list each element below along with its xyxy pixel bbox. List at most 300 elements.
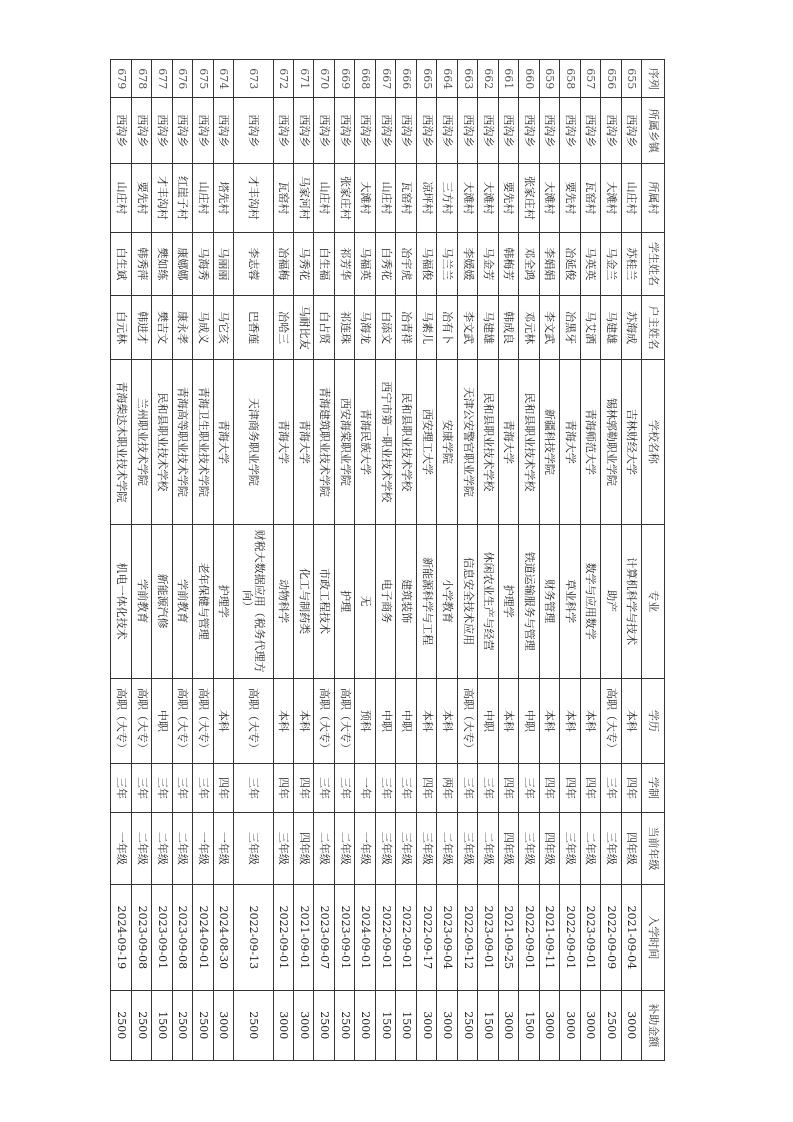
- table-cell: 西沟乡: [621, 98, 641, 164]
- table-cell: 本科: [580, 678, 600, 764]
- table-cell: 马福俊: [416, 232, 436, 296]
- table-cell: 要先村: [560, 164, 580, 232]
- header-cell: 学生姓名: [642, 232, 665, 296]
- table-cell: 高职（大专）: [334, 678, 354, 764]
- table-cell: 苏海成: [621, 296, 641, 360]
- table-cell: 安康学院: [437, 359, 457, 524]
- table-cell: 二年级: [437, 812, 457, 885]
- table-cell: 2023-09-08: [172, 885, 192, 990]
- header-cell: 序列: [642, 60, 665, 98]
- table-cell: 民和县职业技术学校: [396, 359, 416, 524]
- table-cell: 山庄村: [111, 164, 132, 232]
- table-cell: 三年级: [560, 812, 580, 885]
- table-cell: 本科: [498, 678, 518, 764]
- table-cell: 666: [396, 60, 416, 98]
- table-cell: 樊如练: [152, 232, 172, 296]
- table-cell: 西沟乡: [601, 98, 621, 164]
- table-cell: 白生斌: [111, 232, 132, 296]
- table-cell: 中职: [152, 678, 172, 764]
- table-cell: 青海民族大学: [355, 359, 375, 524]
- table-cell: 三年: [457, 764, 477, 812]
- table-cell: 2022-09-01: [560, 885, 580, 990]
- table-cell: 三年: [478, 764, 498, 812]
- table-cell: 本科: [621, 678, 641, 764]
- table-cell: 高职（大专）: [172, 678, 192, 764]
- table-cell: 高职（大专）: [457, 678, 477, 764]
- table-cell: 信息安全技术应用: [457, 524, 477, 678]
- table-cell: 青海柴达木职业技术学院: [111, 359, 132, 524]
- table-cell: 三年级: [396, 812, 416, 885]
- table-cell: 红崖子村: [172, 164, 192, 232]
- table-cell: 一年级: [193, 812, 213, 885]
- table-cell: 邓全鸿: [519, 232, 539, 296]
- table-row: [621, 60, 641, 1061]
- table-cell: 四年: [580, 764, 600, 812]
- table-cell: 673: [234, 60, 273, 98]
- table-cell: 三年级: [416, 812, 436, 885]
- table-cell: 2023-09-04: [437, 885, 457, 990]
- table-cell: 662: [478, 60, 498, 98]
- table-cell: 白元林: [111, 296, 132, 360]
- table-cell: 要先村: [498, 164, 518, 232]
- table-cell: 小学教育: [437, 524, 457, 678]
- table-row: [152, 60, 172, 1061]
- table-cell: 2021-09-04: [621, 885, 641, 990]
- table-cell: 高职（大专）: [601, 678, 621, 764]
- table-cell: 665: [416, 60, 436, 98]
- table-cell: 四年: [416, 764, 436, 812]
- table-cell: 西宁市第一职业技术学校: [375, 359, 395, 524]
- table-cell: 656: [601, 60, 621, 98]
- table-cell: 1500: [152, 990, 172, 1060]
- table-cell: 吉林财经大学: [621, 359, 641, 524]
- table-cell: 西沟乡: [580, 98, 600, 164]
- table-cell: 本科: [539, 678, 559, 764]
- table-cell: 661: [498, 60, 518, 98]
- table-cell: 邓元林: [519, 296, 539, 360]
- table-cell: 2500: [193, 990, 213, 1060]
- table-cell: 本科: [560, 678, 580, 764]
- table-cell: 计算机科学与技术: [621, 524, 641, 678]
- table-cell: 三年: [334, 764, 354, 812]
- table-cell: 马英英: [580, 232, 600, 296]
- table-cell: 三年: [152, 764, 172, 812]
- table-cell: 祁芳华: [334, 232, 354, 296]
- table-cell: 中职: [478, 678, 498, 764]
- table-row: [355, 60, 375, 1061]
- table-cell: 中职: [519, 678, 539, 764]
- table-cell: 2500: [601, 990, 621, 1060]
- table-cell: 西沟乡: [416, 98, 436, 164]
- table-cell: 大滩村: [457, 164, 477, 232]
- table-cell: 塔先村: [213, 164, 233, 232]
- table-cell: 2500: [234, 990, 273, 1060]
- table-cell: 西沟乡: [273, 98, 293, 164]
- table-row: [519, 60, 539, 1061]
- table-cell: 1500: [396, 990, 416, 1060]
- table-cell: 西沟乡: [539, 98, 559, 164]
- table-cell: 康娜娜: [172, 232, 192, 296]
- table-cell: 677: [152, 60, 172, 98]
- table-cell: 3000: [273, 990, 293, 1060]
- table-cell: 2023-09-07: [314, 885, 334, 990]
- table-body: [111, 60, 642, 1061]
- table-cell: 马海龙: [355, 296, 375, 360]
- table-cell: 新能源汽修: [152, 524, 172, 678]
- table-cell: 青海大学: [213, 359, 233, 524]
- table-cell: 青海大学: [294, 359, 314, 524]
- table-cell: 2022-09-01: [396, 885, 416, 990]
- table-cell: 中职: [396, 678, 416, 764]
- table-cell: 化工与制药类: [294, 524, 314, 678]
- table-cell: 西沟乡: [152, 98, 172, 164]
- table-cell: 一年: [355, 764, 375, 812]
- table-cell: 2500: [457, 990, 477, 1060]
- table-cell: 西沟乡: [498, 98, 518, 164]
- table-row: [498, 60, 518, 1061]
- table-cell: 西沟乡: [172, 98, 192, 164]
- table-cell: 2022-09-09: [601, 885, 621, 990]
- table-cell: 657: [580, 60, 600, 98]
- table-cell: 2021-09-11: [539, 885, 559, 990]
- table-cell: 李媛媛: [457, 232, 477, 296]
- table-cell: 冶青祥: [396, 296, 416, 360]
- table-cell: 三年级: [234, 812, 273, 885]
- table-row: [111, 60, 132, 1061]
- table-cell: 2022-09-12: [457, 885, 477, 990]
- table-cell: 山庄村: [375, 164, 395, 232]
- table-cell: 数学与应用数学: [580, 524, 600, 678]
- table-cell: 马成义: [193, 296, 213, 360]
- table-cell: 山庄村: [621, 164, 641, 232]
- header-cell: 学校名称: [642, 359, 665, 524]
- table-cell: 马建雄: [601, 296, 621, 360]
- table-cell: 中职: [375, 678, 395, 764]
- table-cell: 3000: [498, 990, 518, 1060]
- table-row: [131, 60, 151, 1061]
- table-cell: 青海高等职业技术学院: [172, 359, 192, 524]
- table-cell: 冶哈三: [273, 296, 293, 360]
- table-cell: 两年: [437, 764, 457, 812]
- table-cell: 西沟乡: [375, 98, 395, 164]
- table-cell: 李志蓉: [234, 232, 273, 296]
- table-cell: 高职（大专）: [314, 678, 334, 764]
- table-cell: 3000: [437, 990, 457, 1060]
- header-cell: 所属乡镇: [642, 98, 665, 164]
- table-cell: 三年: [111, 764, 132, 812]
- table-cell: 才丰沟村: [234, 164, 273, 232]
- table-cell: 机电一体化技术: [111, 524, 132, 678]
- table-cell: 本科: [213, 678, 233, 764]
- table-cell: 才丰沟村: [152, 164, 172, 232]
- table-cell: 高职（大专）: [193, 678, 213, 764]
- table-cell: 市政工程技术: [314, 524, 334, 678]
- table-cell: 马福英: [355, 232, 375, 296]
- table-cell: 马素儿: [416, 296, 436, 360]
- table-cell: 三年级: [601, 812, 621, 885]
- table-cell: 无: [355, 524, 375, 678]
- table-cell: 663: [457, 60, 477, 98]
- table-cell: 2000: [355, 990, 375, 1060]
- table-cell: 669: [334, 60, 354, 98]
- table-cell: 韩梅芳: [498, 232, 518, 296]
- table-cell: 瓦窑村: [273, 164, 293, 232]
- rotated-table-wrapper: [110, 59, 665, 1061]
- table-cell: 大滩村: [355, 164, 375, 232]
- table-cell: 2023-09-01: [478, 885, 498, 990]
- table-cell: 马秀花: [294, 232, 314, 296]
- table-cell: 民和县职业技术学校: [519, 359, 539, 524]
- table-cell: 西沟乡: [519, 98, 539, 164]
- table-row: [234, 60, 273, 1061]
- table-cell: 3000: [621, 990, 641, 1060]
- table-cell: 马耐比友: [294, 296, 314, 360]
- table-cell: 本科: [273, 678, 293, 764]
- table-cell: 一年级: [111, 812, 132, 885]
- table-row: [580, 60, 600, 1061]
- table-cell: 白添文: [375, 296, 395, 360]
- table-cell: 冶延俊: [560, 232, 580, 296]
- table-cell: 1500: [375, 990, 395, 1060]
- table-row: [213, 60, 233, 1061]
- table-cell: 三年级: [457, 812, 477, 885]
- table-cell: 西沟乡: [396, 98, 416, 164]
- table-cell: 一年级: [213, 812, 233, 885]
- table-cell: 青海卫生职业技术学院: [193, 359, 213, 524]
- table-cell: 锡林郭勒职业学院: [601, 359, 621, 524]
- table-cell: 2022-09-01: [375, 885, 395, 990]
- table-cell: 3000: [580, 990, 600, 1060]
- table-cell: 李娟娟: [539, 232, 559, 296]
- table-cell: 凉坪村: [416, 164, 436, 232]
- table-cell: 冶黑牙: [560, 296, 580, 360]
- table-cell: 学前教育: [131, 524, 151, 678]
- table-cell: 大滩村: [478, 164, 498, 232]
- table-cell: 巴香莲: [234, 296, 273, 360]
- table-cell: 二年级: [172, 812, 192, 885]
- table-cell: 679: [111, 60, 132, 98]
- table-cell: 冶有卜: [437, 296, 457, 360]
- table-cell: 四年: [273, 764, 293, 812]
- table-cell: 马艾洒: [580, 296, 600, 360]
- table-cell: 草业科学: [560, 524, 580, 678]
- table-cell: 马家河村: [294, 164, 314, 232]
- table-cell: 2500: [314, 990, 334, 1060]
- table-cell: 三年: [375, 764, 395, 812]
- table-cell: 祁连珠: [334, 296, 354, 360]
- table-cell: 张家庄村: [334, 164, 354, 232]
- table-cell: 马它亥: [213, 296, 233, 360]
- header-row: [642, 60, 665, 1061]
- table-cell: 675: [193, 60, 213, 98]
- table-row: [457, 60, 477, 1061]
- table-cell: 2500: [131, 990, 151, 1060]
- table-cell: 康永孝: [172, 296, 192, 360]
- table-cell: 冶宇虎: [396, 232, 416, 296]
- table-cell: 四年: [498, 764, 518, 812]
- table-cell: 高职（大专）: [111, 678, 132, 764]
- table-row: [273, 60, 293, 1061]
- table-cell: 大滩村: [539, 164, 559, 232]
- table-cell: 2500: [111, 990, 132, 1060]
- table-cell: 四年级: [539, 812, 559, 885]
- table-cell: 休闲农业生产与经营: [478, 524, 498, 678]
- table-cell: 2021-09-01: [294, 885, 314, 990]
- table-cell: 659: [539, 60, 559, 98]
- table-cell: 兰州职业技术学院: [131, 359, 151, 524]
- table-cell: 678: [131, 60, 151, 98]
- table-cell: 四年: [560, 764, 580, 812]
- table-cell: 西沟乡: [193, 98, 213, 164]
- table-cell: 高职（大专）: [234, 678, 273, 764]
- table-cell: 本科: [416, 678, 436, 764]
- header-cell: 补助金额: [642, 990, 665, 1060]
- table-cell: 西沟乡: [213, 98, 233, 164]
- table-row: [437, 60, 457, 1061]
- table-cell: 新能源科学与工程: [416, 524, 436, 678]
- table-cell: 青海建筑职业技术学院: [314, 359, 334, 524]
- table-cell: 2500: [334, 990, 354, 1060]
- table-row: [375, 60, 395, 1061]
- table-cell: 李文武: [457, 296, 477, 360]
- table-cell: 三年: [519, 764, 539, 812]
- table-cell: 护理: [334, 524, 354, 678]
- table-cell: 2023-09-01: [334, 885, 354, 990]
- table-cell: 铁道运输服务与管理: [519, 524, 539, 678]
- table-cell: 三年: [314, 764, 334, 812]
- table-cell: 3000: [539, 990, 559, 1060]
- table-cell: 青海大学: [498, 359, 518, 524]
- table-cell: 西沟乡: [111, 98, 132, 164]
- table-cell: 2024-09-19: [111, 885, 132, 990]
- table-cell: 1500: [519, 990, 539, 1060]
- table-cell: 二年级: [334, 812, 354, 885]
- table-cell: 2023-09-08: [131, 885, 151, 990]
- table-cell: 三年: [131, 764, 151, 812]
- table-cell: 2021-09-25: [498, 885, 518, 990]
- table-cell: 西沟乡: [560, 98, 580, 164]
- table-cell: 天津公安警官职业学院: [457, 359, 477, 524]
- table-cell: 瓦窑村: [396, 164, 416, 232]
- table-cell: 白秀花: [375, 232, 395, 296]
- table-row: [294, 60, 314, 1061]
- table-cell: 672: [273, 60, 293, 98]
- table-cell: 马建雄: [478, 296, 498, 360]
- table-cell: 西安海棠职业学院: [334, 359, 354, 524]
- table-cell: 四年: [621, 764, 641, 812]
- table-cell: 三年: [234, 764, 273, 812]
- table-row: [314, 60, 334, 1061]
- table-cell: 四年: [539, 764, 559, 812]
- table-cell: 青海大学: [560, 359, 580, 524]
- table-cell: 财税大数据应用（税务代理方向）: [234, 524, 273, 678]
- table-cell: 山庄村: [193, 164, 213, 232]
- table-cell: 建筑装饰: [396, 524, 416, 678]
- table-cell: 护理学: [498, 524, 518, 678]
- table-cell: 3000: [560, 990, 580, 1060]
- table-row: [478, 60, 498, 1061]
- table-cell: 二年级: [580, 812, 600, 885]
- table-cell: 要先村: [131, 164, 151, 232]
- table-cell: 2024-09-01: [355, 885, 375, 990]
- table-cell: 预科: [355, 678, 375, 764]
- table-cell: 660: [519, 60, 539, 98]
- header-cell: 专业: [642, 524, 665, 678]
- table-cell: 四年: [213, 764, 233, 812]
- table-row: [601, 60, 621, 1061]
- table-cell: 655: [621, 60, 641, 98]
- table-cell: 西沟乡: [478, 98, 498, 164]
- table-cell: 674: [213, 60, 233, 98]
- table-cell: 658: [560, 60, 580, 98]
- table-cell: 664: [437, 60, 457, 98]
- table-cell: 大滩村: [601, 164, 621, 232]
- table-cell: 西沟乡: [334, 98, 354, 164]
- table-cell: 668: [355, 60, 375, 98]
- table-cell: 2023-09-01: [152, 885, 172, 990]
- table-cell: 本科: [437, 678, 457, 764]
- table-cell: 青海大学: [273, 359, 293, 524]
- table-cell: 天津商务职业学院: [234, 359, 273, 524]
- table-cell: 助产: [601, 524, 621, 678]
- table-cell: 一年级: [355, 812, 375, 885]
- table-cell: 民和县职业技术学校: [152, 359, 172, 524]
- table-row: [334, 60, 354, 1061]
- table-cell: 四年级: [621, 812, 641, 885]
- table-cell: 瓦窑村: [580, 164, 600, 232]
- table-cell: 四年: [294, 764, 314, 812]
- table-cell: 马兰兰: [437, 232, 457, 296]
- table-cell: 动物科学: [273, 524, 293, 678]
- table-row: [396, 60, 416, 1061]
- table-cell: 老年保健与管理: [193, 524, 213, 678]
- table-cell: 西沟乡: [457, 98, 477, 164]
- student-subsidy-table: [110, 59, 665, 1061]
- table-cell: 二年级: [478, 812, 498, 885]
- table-cell: 3000: [416, 990, 436, 1060]
- table-cell: 2024-08-30: [213, 885, 233, 990]
- table-cell: 韩进才: [131, 296, 151, 360]
- table-cell: 马海秀: [193, 232, 213, 296]
- table-cell: 白占贤: [314, 296, 334, 360]
- table-cell: 电子商务: [375, 524, 395, 678]
- table-cell: 白生福: [314, 232, 334, 296]
- table-cell: 三方村: [437, 164, 457, 232]
- table-cell: 667: [375, 60, 395, 98]
- header-cell: 户主姓名: [642, 296, 665, 360]
- table-cell: 三年级: [375, 812, 395, 885]
- table-cell: 民和县职业技术学校: [478, 359, 498, 524]
- table-cell: 西沟乡: [355, 98, 375, 164]
- table-cell: 2024-09-01: [193, 885, 213, 990]
- table-cell: 李文武: [539, 296, 559, 360]
- table-cell: 学前教育: [172, 524, 192, 678]
- table-cell: 财务管理: [539, 524, 559, 678]
- table-cell: 二年级: [131, 812, 151, 885]
- header-cell: 学历: [642, 678, 665, 764]
- table-cell: 二年级: [314, 812, 334, 885]
- table-cell: 四年级: [498, 812, 518, 885]
- table-cell: 韩秀萍: [131, 232, 151, 296]
- table-cell: 3000: [294, 990, 314, 1060]
- table-cell: 西沟乡: [131, 98, 151, 164]
- table-cell: 樊吉文: [152, 296, 172, 360]
- table-cell: 西沟乡: [294, 98, 314, 164]
- table-cell: 本科: [294, 678, 314, 764]
- table-cell: 三年级: [273, 812, 293, 885]
- table-cell: 三年: [172, 764, 192, 812]
- table-cell: 张家庄村: [519, 164, 539, 232]
